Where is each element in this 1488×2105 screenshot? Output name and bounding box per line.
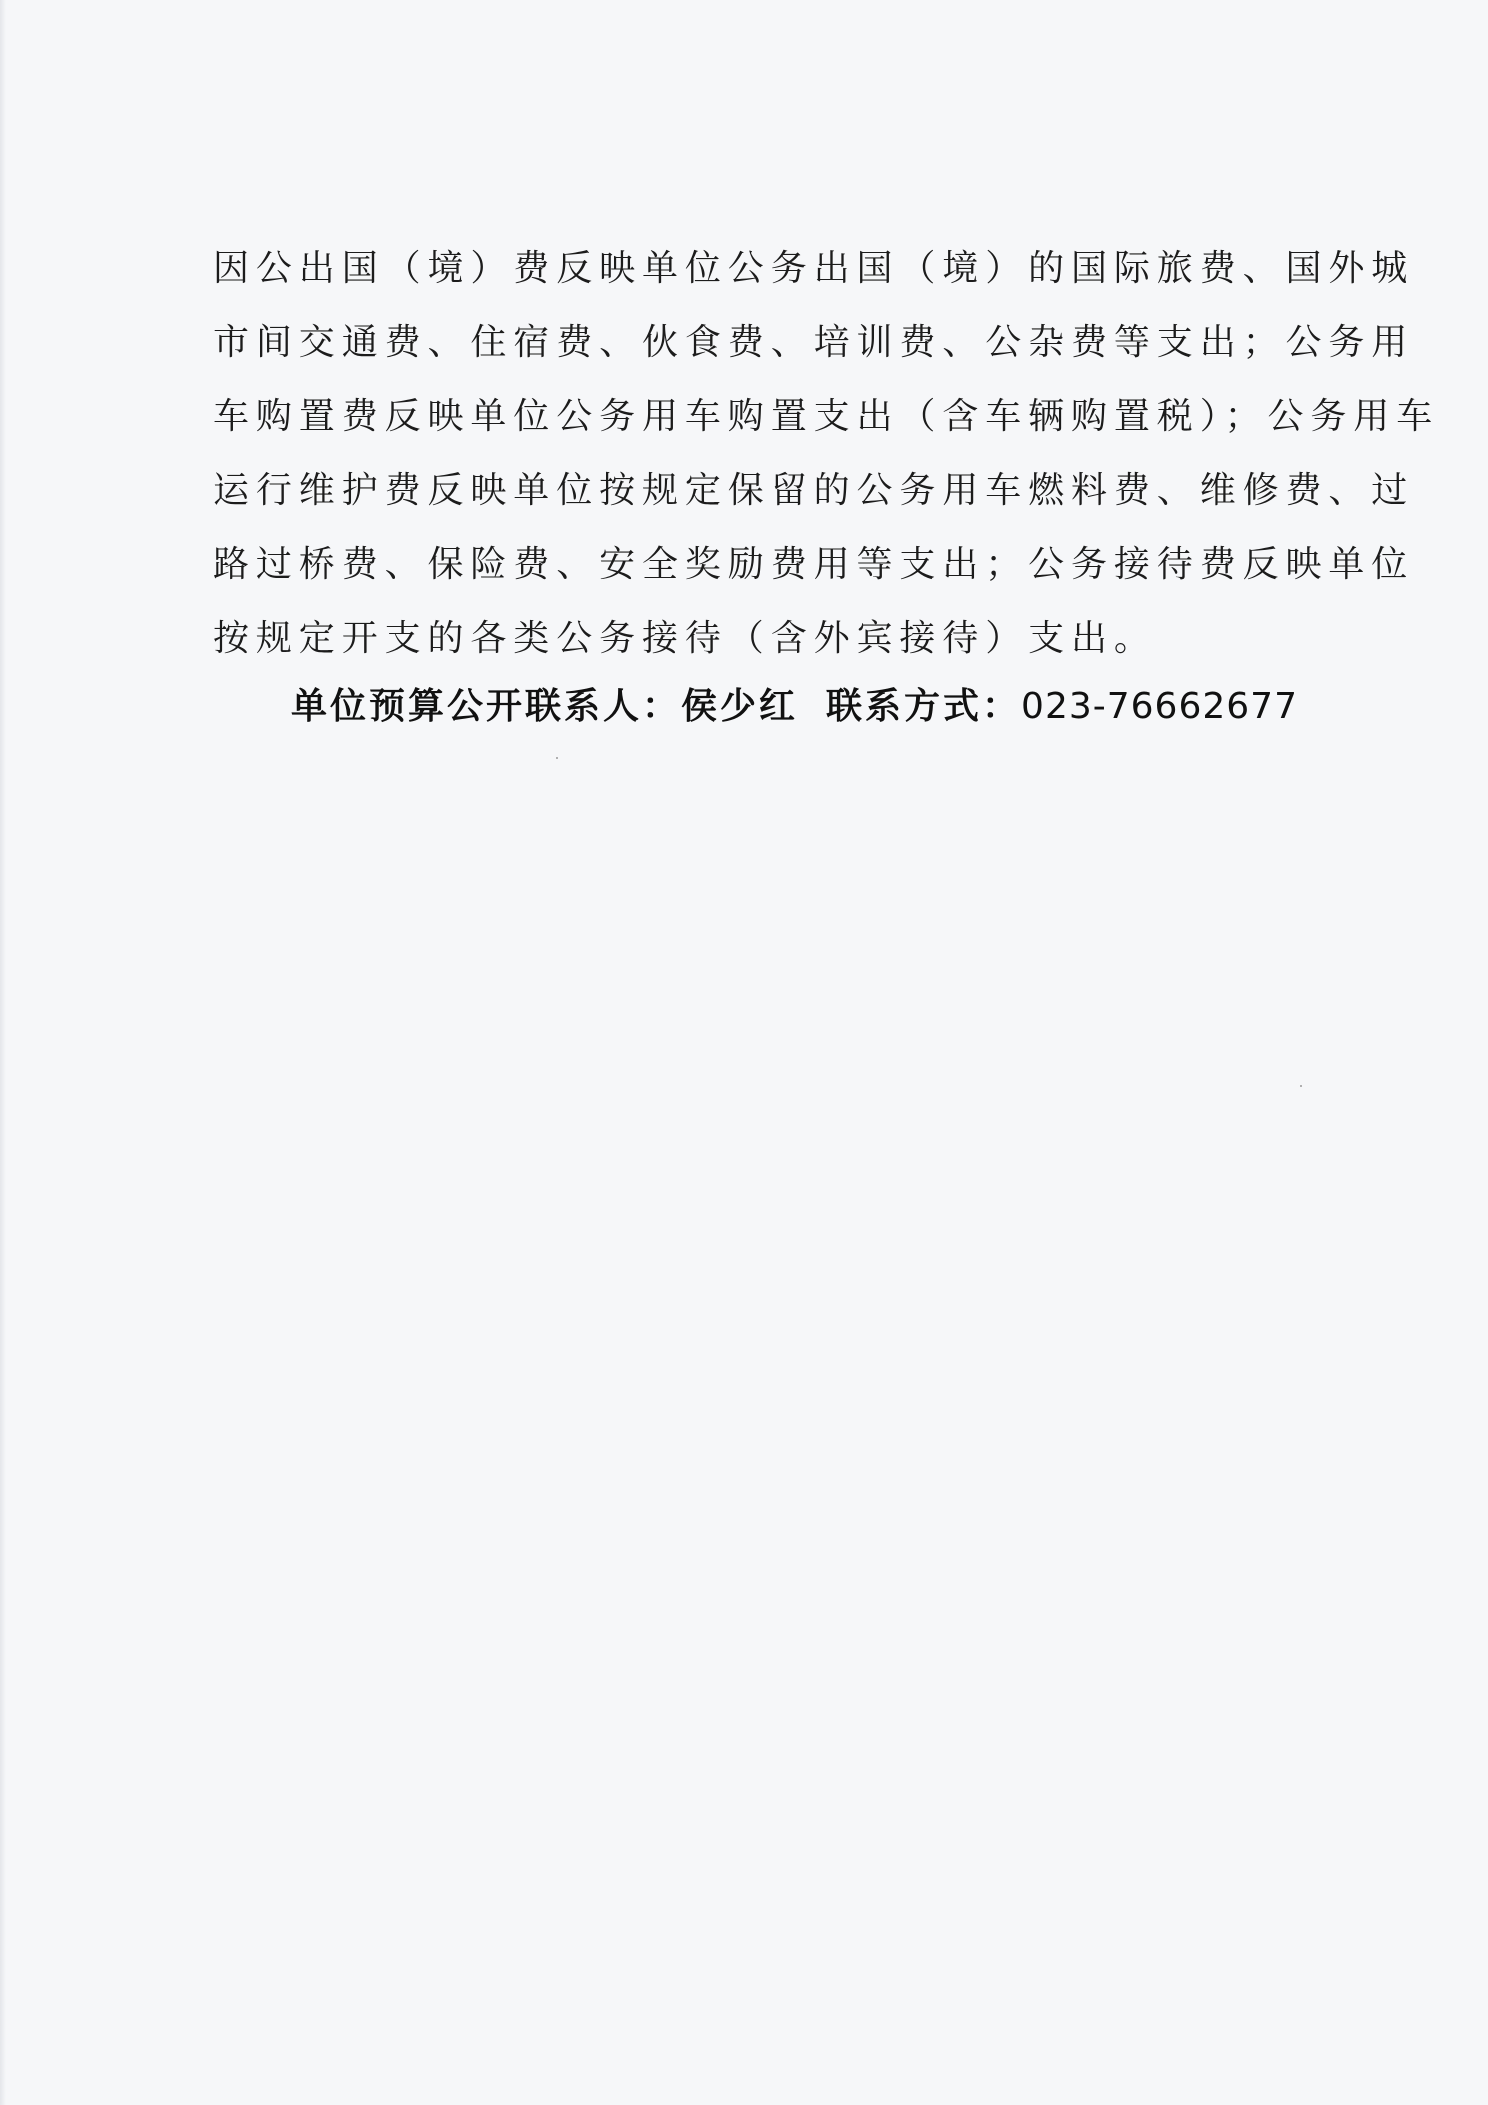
paragraph-line-2: 市间交通费、住宿费、伙食费、培训费、公杂费等支出；公务用 bbox=[213, 322, 1415, 363]
contact-method-label: 联系方式： bbox=[826, 685, 1022, 727]
scan-edge-shadow bbox=[0, 0, 6, 2105]
contact-person-name: 侯少红 bbox=[681, 685, 799, 727]
paragraph-line-1: 因公出国（境）费反映单位公务出国（境）的国际旅费、国外城 bbox=[213, 248, 1415, 289]
contact-line bbox=[291, 678, 1298, 735]
contact-phone: 023-76662677 bbox=[1021, 686, 1298, 727]
scan-speck bbox=[1300, 1085, 1302, 1087]
paragraph-line-3: 车购置费反映单位公务用车购置支出（含车辆购置税）；公务用车 bbox=[213, 396, 1440, 437]
paragraph-line-5: 路过桥费、保险费、安全奖励费用等支出；公务接待费反映单位 bbox=[213, 544, 1415, 585]
contact-person-label: 单位预算公开联系人： bbox=[291, 685, 682, 727]
paragraph-line-4: 运行维护费反映单位按规定保留的公务用车燃料费、维修费、过 bbox=[213, 470, 1415, 511]
paragraph-line-6: 按规定开支的各类公务接待（含外宾接待）支出。 bbox=[213, 618, 1157, 659]
scan-speck bbox=[556, 757, 558, 759]
paragraph bbox=[213, 232, 1440, 676]
